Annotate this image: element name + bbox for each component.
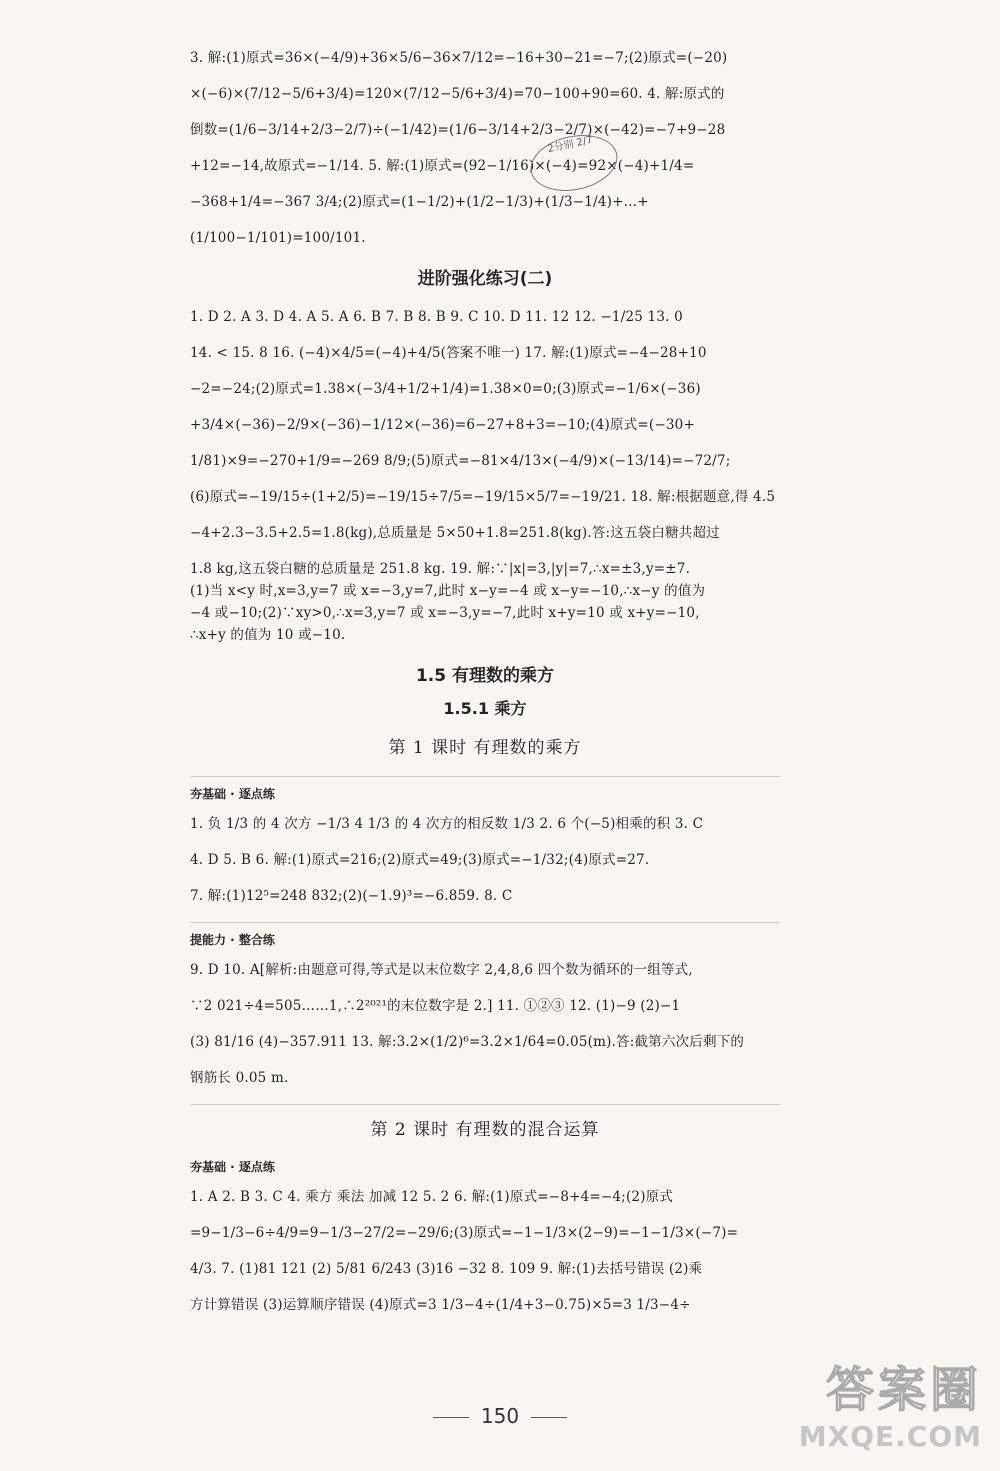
- answer-line: 1.8 kg,这五袋白糖的总质量是 251.8 kg. 19. 解:∵|x|=3,|y|=7,∴x=±3,y=±7.: [190, 561, 691, 577]
- chapter-heading: 1.5 有理数的乘方: [415, 666, 555, 686]
- answer-line: (1)当 x<y 时,x=3,y=7 或 x=−3,y=7,此时 x−y=−4 或 x−y=−10,∴x−y 的值为: [190, 583, 706, 599]
- answer-line: (1/100−1/101)=100/101.: [190, 230, 366, 246]
- answer-line: 14. < 15. 8 16. (−4)×4/5=(−4)+4/5(答案不唯一) 17. 解:(1)原式=−4−28+10: [190, 345, 707, 361]
- answer-line: ×(−6)×(7/12−5/6+3/4)=120×(7/12−5/6+3/4)=70−100+90=60. 4. 解:原式的: [190, 86, 725, 102]
- answer-line: (6)原式=−19/15÷(1+2/5)=−19/15÷7/5=−19/15×5/7=−19/21. 18. 解:根据题意,得 4.5: [190, 489, 776, 505]
- answer-line: −4 或−10;(2)∵xy>0,∴x=3,y=7 或 x=−3,y=−7,此时 x+y=10 或 x+y=−10,: [190, 605, 700, 621]
- subsection-heading: 1.5.1 乘方: [443, 699, 527, 718]
- basic-practice-tag: 夯基础 · 逐点练: [190, 776, 780, 802]
- answer-line: −368+1/4=−367 3/4;(2)原式=(1−1/2)+(1/2−1/3)+(1/3−1/4)+…+: [190, 194, 649, 210]
- answer-line: (3) 81/16 (4)−357.911 13. 解:3.2×(1/2)⁶=3.2×1/64=0.05(m).答:截第六次后剩下的: [190, 1034, 745, 1050]
- answer-line: 钢筋长 0.05 m.: [190, 1070, 289, 1086]
- watermark-logo: [752, 1351, 982, 1453]
- answer-page: [190, 48, 780, 1331]
- answer-line: 4. D 5. B 6. 解:(1)原式=216;(2)原式=49;(3)原式=−1/32;(4)原式=27.: [190, 852, 650, 868]
- answer-line: 1/81)×9=−270+1/9=−269 8/9;(5)原式=−81×4/13×(−4/9)×(−13/14)=−72/7;: [190, 453, 731, 469]
- section-advanced-practice-answers: [190, 307, 780, 645]
- section-heading-advanced-practice-2: 进阶强化练习(二): [417, 269, 553, 289]
- watermark-text: 答案圈: [825, 1362, 982, 1418]
- answer-line: 方计算错误 (3)运算顺序错误 (4)原式=3 1/3−4÷(1/4+3−0.75)×5=3 1/3−4÷: [190, 1297, 691, 1313]
- answer-line: 7. 解:(1)12⁵=248 832;(2)(−1.9)³=−6.859. 8. C: [190, 888, 513, 904]
- answer-line: 9. D 10. A[解析:由题意可得,等式是以末位数字 2,4,8,6 四个数为循环的一组等式,: [190, 962, 693, 978]
- answer-line: 1. D 2. A 3. D 4. A 5. A 6. B 7. B 8. B 9. C 10. D 11. 12 12. −1/25 13. 0: [190, 309, 683, 325]
- answer-line: 1. 负 1/3 的 4 次方 −1/3 4 1/3 的 4 次方的相反数 1/3 2. 6 个(−5)相乘的积 3. C: [190, 816, 704, 832]
- answer-line: 1. A 2. B 3. C 4. 乘方 乘法 加减 12 5. 2 6. 解:(1)原式=−8+4=−4;(2)原式: [190, 1189, 674, 1205]
- answer-line: ∵2 021÷4=505……1,∴2²⁰²¹的末位数字是 2.] 11. ①②③ 12. (1)−9 (2)−1: [190, 998, 681, 1014]
- watermark-url: MXQE.COM: [798, 1420, 982, 1453]
- answer-line: =9−1/3−6÷4/9=9−1/3−27/2=−29/6;(3)原式=−1−1/3×(2−9)=−1−1/3×(−7)=: [190, 1225, 739, 1241]
- lesson2-basic-answers: [190, 1187, 780, 1315]
- answer-line: 倒数=(1/6−3/14+2/3−2/7)÷(−1/42)=(1/6−3/14+2/3−2/7)×(−42)=−7+9−28: [190, 122, 726, 138]
- annotation-text: 2分别 2/7: [546, 134, 594, 156]
- lesson-title: 第 1 课时 有理数的乘方: [388, 738, 582, 758]
- ability-practice-tag: 提能力 · 整合练: [190, 922, 780, 948]
- answer-line: −4+2.3−3.5+2.5=1.8(kg),总质量是 5×50+1.8=251.8(kg).答:这五袋白糖共超过: [190, 525, 720, 541]
- answer-line: +3/4×(−36)−2/9×(−36)−1/12×(−36)=6−27+8+3=−10;(4)原式=(−30+: [190, 417, 695, 433]
- basic-practice-tag: 夯基础 · 逐点练: [190, 1160, 275, 1174]
- lesson-title: 第 2 课时 有理数的混合运算: [190, 1104, 780, 1140]
- section-continued-answers: [190, 48, 780, 248]
- lesson1-ability-answers: [190, 960, 780, 1088]
- page-number: 150: [0, 1404, 1000, 1428]
- answer-line: 4/3. 7. (1)81 121 (2) 5/81 6/243 (3)16 −32 8. 109 9. 解:(1)去括号错误 (2)乘: [190, 1261, 703, 1277]
- answer-line: +12=−14,故原式=−1/14. 5. 解:(1)原式=(92−1/16)×(−4)=92×(−4)+1/4=: [190, 158, 695, 174]
- answer-line: −2=−24;(2)原式=1.38×(−3/4+1/2+1/4)=1.38×0=0;(3)原式=−1/6×(−36): [190, 381, 701, 397]
- lesson1-basic-answers: [190, 814, 780, 906]
- answer-line: 3. 解:(1)原式=36×(−4/9)+36×5/6−36×7/12=−16+30−21=−7;(2)原式=(−20): [190, 50, 728, 66]
- answer-line: ∴x+y 的值为 10 或−10.: [190, 627, 346, 643]
